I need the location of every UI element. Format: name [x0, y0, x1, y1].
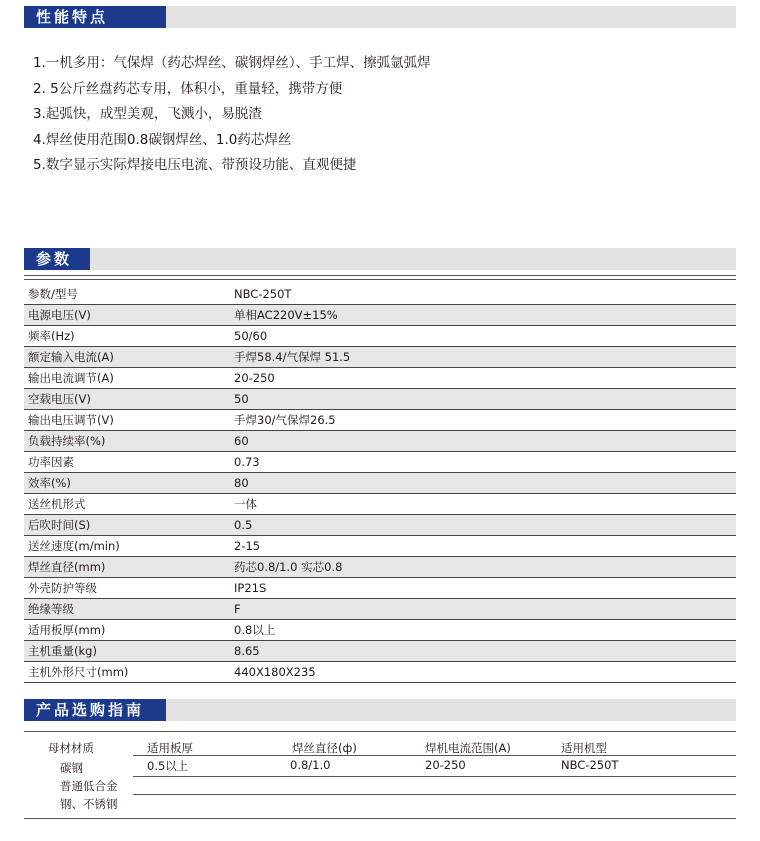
params-row — [24, 452, 736, 473]
guide-header-current-range: 焊机电流范围(A) — [425, 741, 511, 755]
params-row — [24, 431, 736, 452]
param-name: 效率(%) — [24, 473, 228, 494]
params-row — [24, 557, 736, 578]
param-name: 输出电压调节(V) — [24, 410, 228, 431]
params-divider-second — [24, 279, 736, 280]
param-name: 适用板厚(mm) — [24, 620, 228, 641]
guide-divider-top — [24, 731, 736, 732]
guide-divider-row-2 — [133, 794, 736, 795]
guide-cell-current-range: 20-250 — [425, 758, 466, 772]
param-name: 输出电流调节(A) — [24, 368, 228, 389]
guide-header-model: 适用机型 — [561, 741, 607, 755]
features-title: 性能特点 — [24, 6, 166, 28]
params-row — [24, 410, 736, 431]
feature-item: 5.数字显示实际焊接电压电流、带预设功能、直观便捷 — [33, 157, 357, 173]
param-value: IP21S — [228, 578, 736, 599]
param-name: 频率(Hz) — [24, 326, 228, 347]
guide-material-3: 钢、不锈钢 — [60, 797, 118, 811]
param-value: 0.73 — [228, 452, 736, 473]
guide-material-2: 普通低合金 — [60, 779, 118, 793]
features-list — [33, 51, 431, 179]
feature-item: 4.焊丝使用范围0.8碳钢焊丝、1.0药芯焊丝 — [33, 131, 292, 148]
param-value: 50/60 — [228, 326, 736, 347]
param-value: F — [228, 599, 736, 620]
guide-header-thickness: 适用板厚 — [147, 741, 193, 755]
params-row — [24, 305, 736, 326]
params-row — [24, 389, 736, 410]
param-value: 一体 — [228, 494, 736, 515]
guide-cell-wire-diameter: 0.8/1.0 — [290, 758, 331, 772]
params-row — [24, 536, 736, 557]
param-name: 额定输入电流(A) — [24, 347, 228, 368]
params-divider-top — [24, 275, 736, 276]
param-name: 绝缘等级 — [24, 599, 228, 620]
param-value: 8.65 — [228, 641, 736, 662]
params-row — [24, 473, 736, 494]
params-row — [24, 620, 736, 641]
guide-material-1: 碳钢 — [60, 761, 83, 775]
param-value: 0.5 — [228, 515, 736, 536]
feature-item: 3.起弧快，成型美观，飞溅小，易脱渣 — [33, 106, 262, 122]
params-row — [24, 641, 736, 662]
params-row — [24, 578, 736, 599]
param-value: 手焊58.4/气保焊 51.5 — [228, 347, 736, 368]
param-name: 负载持续率(%) — [24, 431, 228, 452]
param-name: 送丝机形式 — [24, 494, 228, 515]
param-value: 单相AC220V±15% — [228, 305, 736, 326]
param-value: 50 — [228, 389, 736, 410]
features-header-bar — [24, 6, 736, 28]
guide-header-bar — [24, 699, 736, 721]
param-value: NBC-250T — [228, 284, 736, 305]
param-value: 80 — [228, 473, 736, 494]
params-row — [24, 368, 736, 389]
feature-item: 2. 5公斤丝盘药芯专用，体积小，重量轻，携带方便 — [33, 80, 343, 97]
params-title: 参数 — [24, 248, 90, 270]
param-name: 后吹时间(S) — [24, 515, 228, 536]
param-name: 空载电压(V) — [24, 389, 228, 410]
guide-divider-bottom — [24, 818, 736, 819]
param-value: 手焊30/气保焊26.5 — [228, 410, 736, 431]
param-name: 主机重量(kg) — [24, 641, 228, 662]
param-value: 20-250 — [228, 368, 736, 389]
feature-item: 1.一机多用：气保焊（药芯焊丝、碳钢焊丝）、手工焊、擦弧氩弧焊 — [33, 55, 431, 71]
param-name: 功率因素 — [24, 452, 228, 473]
guide-header-wire-diameter: 焊丝直径(ф) — [292, 741, 357, 755]
param-name: 主机外形尺寸(mm) — [24, 662, 228, 683]
params-row — [24, 515, 736, 536]
param-value: 0.8以上 — [228, 620, 736, 641]
param-value: 2-15 — [228, 536, 736, 557]
params-table — [24, 284, 736, 683]
guide-title: 产品选购指南 — [24, 699, 166, 721]
param-name: 外壳防护等级 — [24, 578, 228, 599]
params-header-bar — [24, 248, 736, 270]
param-name: 焊丝直径(mm) — [24, 557, 228, 578]
guide-header-material: 母材材质 — [48, 741, 94, 755]
param-name: 电源电压(V) — [24, 305, 228, 326]
param-value: 药芯0.8/1.0 实芯0.8 — [228, 557, 736, 578]
param-name: 送丝速度(m/min) — [24, 536, 228, 557]
params-row — [24, 284, 736, 305]
guide-divider-header — [133, 755, 736, 756]
params-row — [24, 662, 736, 683]
guide-cell-thickness: 0.5以上 — [147, 759, 189, 773]
guide-divider-row — [133, 776, 736, 777]
params-row — [24, 494, 736, 515]
param-value: 440X180X235 — [228, 662, 736, 683]
param-name: 参数/型号 — [24, 284, 228, 305]
param-value: 60 — [228, 431, 736, 452]
guide-cell-model: NBC-250T — [561, 758, 619, 772]
params-row — [24, 599, 736, 620]
params-row — [24, 347, 736, 368]
params-row — [24, 326, 736, 347]
